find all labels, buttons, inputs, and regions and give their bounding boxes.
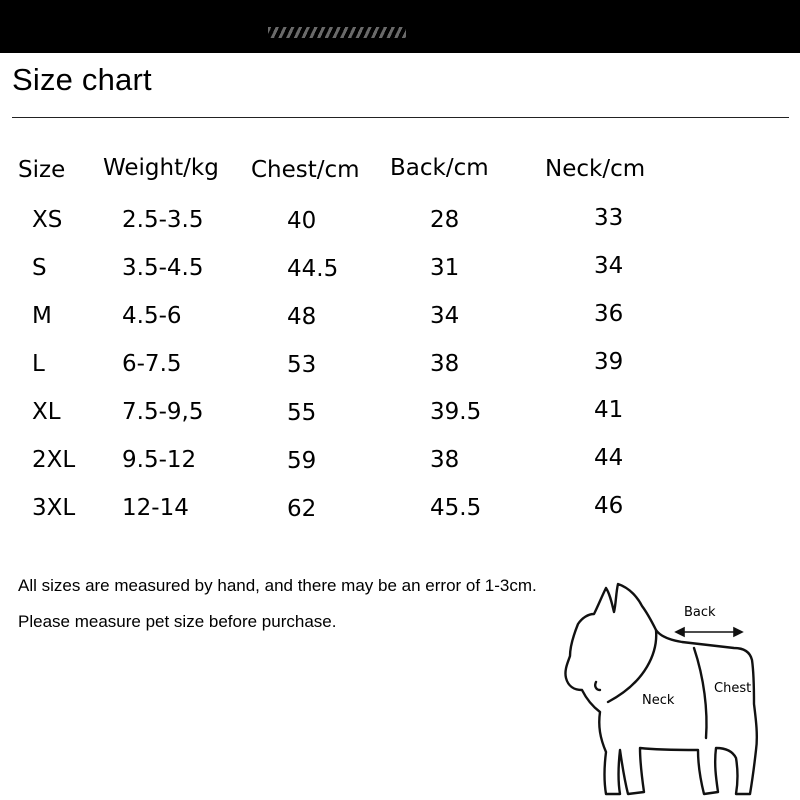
chest-label: Chest <box>714 681 752 696</box>
row-xl-weight: 7.5-9,5 <box>122 399 204 425</box>
purchase-note: Please measure pet size before purchase. <box>18 612 337 631</box>
row-2xl-back: 38 <box>430 447 460 473</box>
banner-stripes <box>268 27 406 38</box>
row-s-back: 31 <box>430 255 460 281</box>
neck-label: Neck <box>642 693 675 708</box>
row-s-weight: 3.5-4.5 <box>122 255 204 281</box>
row-3xl-size: 3XL <box>32 495 76 521</box>
header-back: Back/cm <box>390 155 489 181</box>
row-s-size: S <box>32 255 47 281</box>
row-xs-neck: 33 <box>594 205 624 231</box>
collar-tag <box>595 682 600 690</box>
row-m-neck: 36 <box>594 301 624 327</box>
header-weight: Weight/kg <box>103 155 219 181</box>
row-xs-back: 28 <box>430 207 460 233</box>
title-divider <box>12 117 789 118</box>
row-xl-chest: 55 <box>287 400 317 426</box>
row-3xl-neck: 46 <box>594 493 624 519</box>
row-l-size: L <box>32 351 45 377</box>
header-chest: Chest/cm <box>251 157 360 183</box>
chest-line <box>694 648 707 738</box>
top-banner <box>0 0 800 53</box>
row-l-neck: 39 <box>594 349 624 375</box>
row-xl-back: 39.5 <box>430 399 482 425</box>
row-xl-neck: 41 <box>594 397 624 423</box>
row-m-back: 34 <box>430 303 460 329</box>
row-2xl-size: 2XL <box>32 447 76 473</box>
row-l-back: 38 <box>430 351 460 377</box>
row-2xl-chest: 59 <box>287 448 317 474</box>
row-3xl-chest: 62 <box>287 496 317 522</box>
row-2xl-weight: 9.5-12 <box>122 447 197 473</box>
row-xs-chest: 40 <box>287 208 317 234</box>
row-m-chest: 48 <box>287 304 317 330</box>
row-m-weight: 4.5-6 <box>122 303 182 329</box>
row-xs-weight: 2.5-3.5 <box>122 207 204 233</box>
row-3xl-back: 45.5 <box>430 495 482 521</box>
back-arrow <box>676 628 742 636</box>
back-label: Back <box>684 605 716 620</box>
dog-measurement-diagram <box>548 578 800 800</box>
row-xl-size: XL <box>32 399 61 425</box>
row-s-chest: 44.5 <box>287 256 339 282</box>
row-m-size: M <box>32 303 52 329</box>
neck-line <box>608 630 656 702</box>
page-title: Size chart <box>12 62 152 97</box>
row-s-neck: 34 <box>594 253 624 279</box>
row-xs-size: XS <box>32 207 63 233</box>
header-size: Size <box>18 157 66 183</box>
row-l-chest: 53 <box>287 352 317 378</box>
row-l-weight: 6-7.5 <box>122 351 182 377</box>
header-neck: Neck/cm <box>545 156 646 182</box>
measurement-note: All sizes are measured by hand, and there may be an error of 1-3cm. <box>18 576 537 595</box>
row-3xl-weight: 12-14 <box>122 495 189 521</box>
row-2xl-neck: 44 <box>594 445 624 471</box>
